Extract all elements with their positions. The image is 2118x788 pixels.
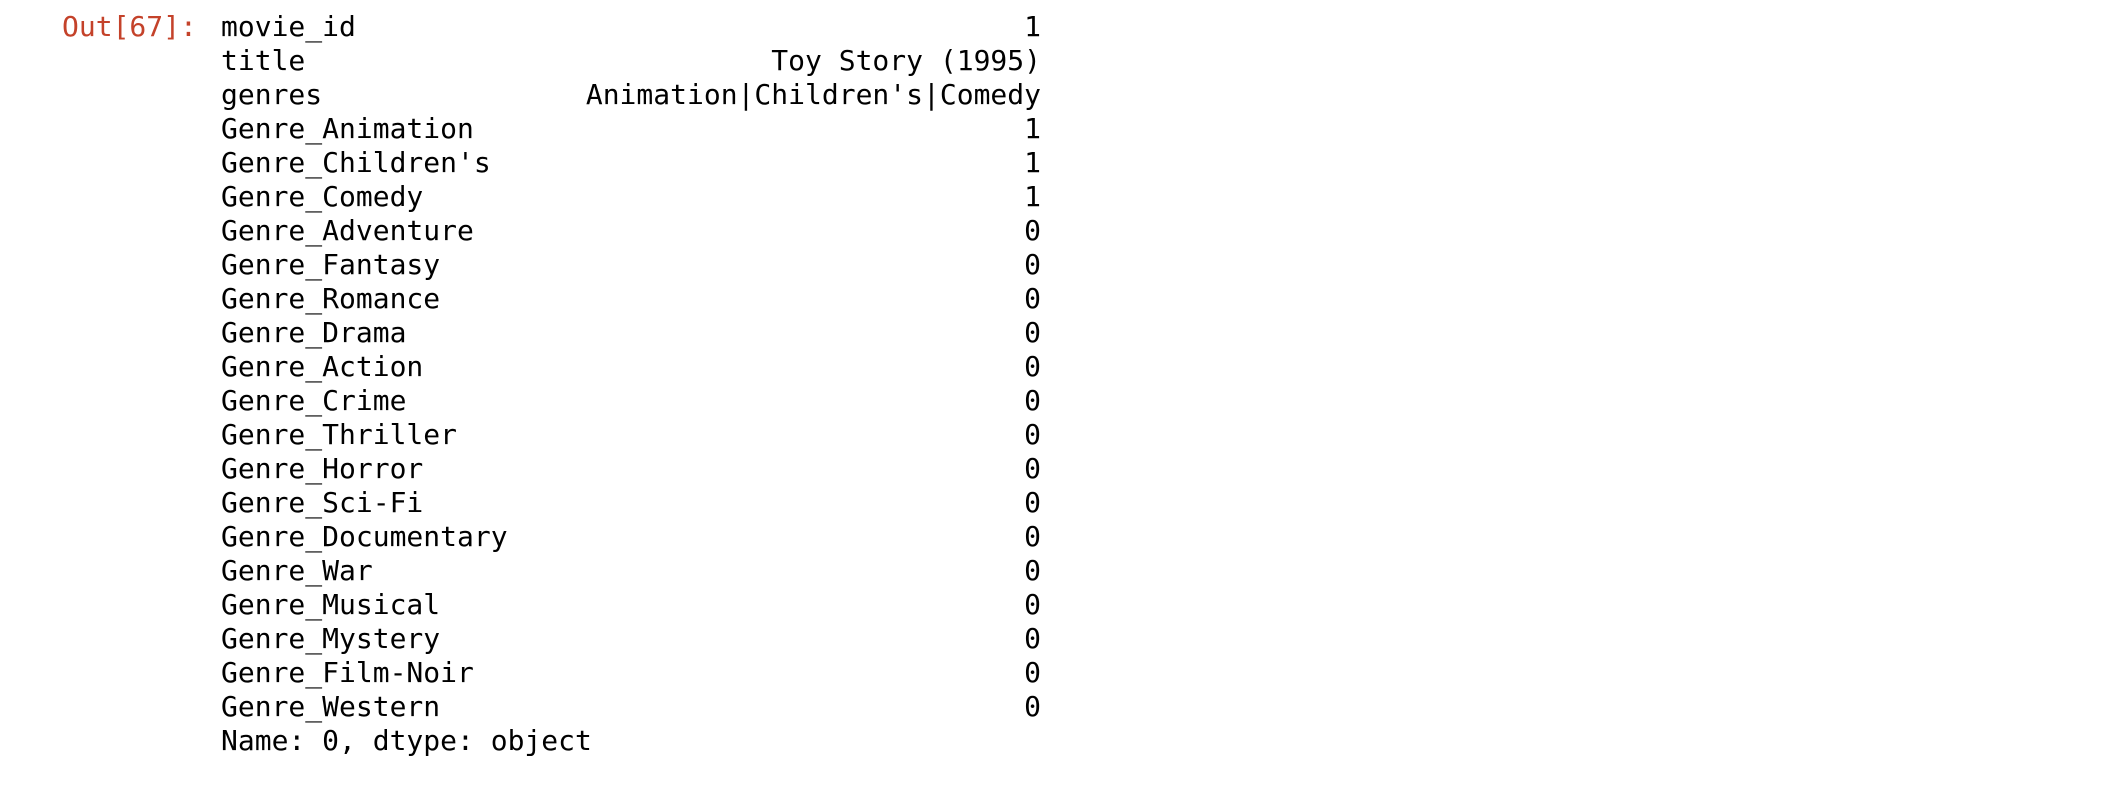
series-row [221, 588, 1041, 622]
series-row [221, 690, 1041, 724]
series-row [221, 384, 1041, 418]
series-row [221, 622, 1041, 656]
series-index-label: Genre_Comedy [221, 180, 424, 213]
series-value: 0 [1024, 452, 1041, 485]
series-value: 0 [1024, 622, 1041, 655]
series-row [221, 180, 1041, 214]
series-value: Toy Story (1995) [771, 44, 1041, 77]
series-value: Animation|Children's|Comedy [585, 78, 1041, 111]
series-row [221, 350, 1041, 384]
series-row [221, 554, 1041, 588]
series-footer: Name: 0, dtype: object [221, 724, 592, 757]
series-row [221, 78, 1041, 112]
series-index-label: Genre_Musical [221, 588, 441, 621]
series-index-label: Genre_Western [221, 690, 441, 723]
series-index-label: title [221, 44, 306, 77]
series-index-label: movie_id [221, 10, 356, 43]
series-value: 0 [1024, 384, 1041, 417]
series-row [221, 486, 1041, 520]
output-prompt: Out[67]: [62, 10, 197, 43]
series-row [221, 656, 1041, 690]
series-index-label: Genre_Adventure [221, 214, 474, 247]
series-index-label: Genre_War [221, 554, 373, 587]
series-value: 0 [1024, 316, 1041, 349]
series-index-label: Genre_Action [221, 350, 424, 383]
series-row [221, 214, 1041, 248]
series-value: 1 [1024, 112, 1041, 145]
series-row [221, 282, 1041, 316]
series-value: 0 [1024, 554, 1041, 587]
series-index-label: Genre_Sci-Fi [221, 486, 424, 519]
series-value: 0 [1024, 418, 1041, 451]
series-value: 0 [1024, 282, 1041, 315]
series-value: 1 [1024, 146, 1041, 179]
series-row [221, 520, 1041, 554]
series-row [221, 112, 1041, 146]
series-row [221, 316, 1041, 350]
series-index-label: Genre_Thriller [221, 418, 458, 451]
series-index-label: Genre_Film-Noir [221, 656, 474, 689]
series-output [221, 10, 1041, 758]
series-index-label: Genre_Children's [221, 146, 491, 179]
series-value: 0 [1024, 656, 1041, 689]
series-value: 0 [1024, 520, 1041, 553]
series-index-label: Genre_Horror [221, 452, 424, 485]
series-index-label: Genre_Fantasy [221, 248, 441, 281]
series-value: 1 [1024, 180, 1041, 213]
series-value: 0 [1024, 248, 1041, 281]
series-value: 0 [1024, 214, 1041, 247]
series-index-label: Genre_Animation [221, 112, 474, 145]
series-value: 0 [1024, 588, 1041, 621]
series-index-label: Genre_Drama [221, 316, 407, 349]
series-index-label: Genre_Romance [221, 282, 441, 315]
series-value: 0 [1024, 486, 1041, 519]
series-index-label: Genre_Documentary [221, 520, 508, 553]
series-index-label: Genre_Crime [221, 384, 407, 417]
series-index-label: Genre_Mystery [221, 622, 441, 655]
series-value: 0 [1024, 350, 1041, 383]
series-row [221, 10, 1041, 44]
series-row [221, 44, 1041, 78]
series-value: 0 [1024, 690, 1041, 723]
series-value: 1 [1024, 10, 1041, 43]
series-row [221, 248, 1041, 282]
series-index-label: genres [221, 78, 323, 111]
series-row [221, 146, 1041, 180]
series-row [221, 418, 1041, 452]
series-row [221, 452, 1041, 486]
